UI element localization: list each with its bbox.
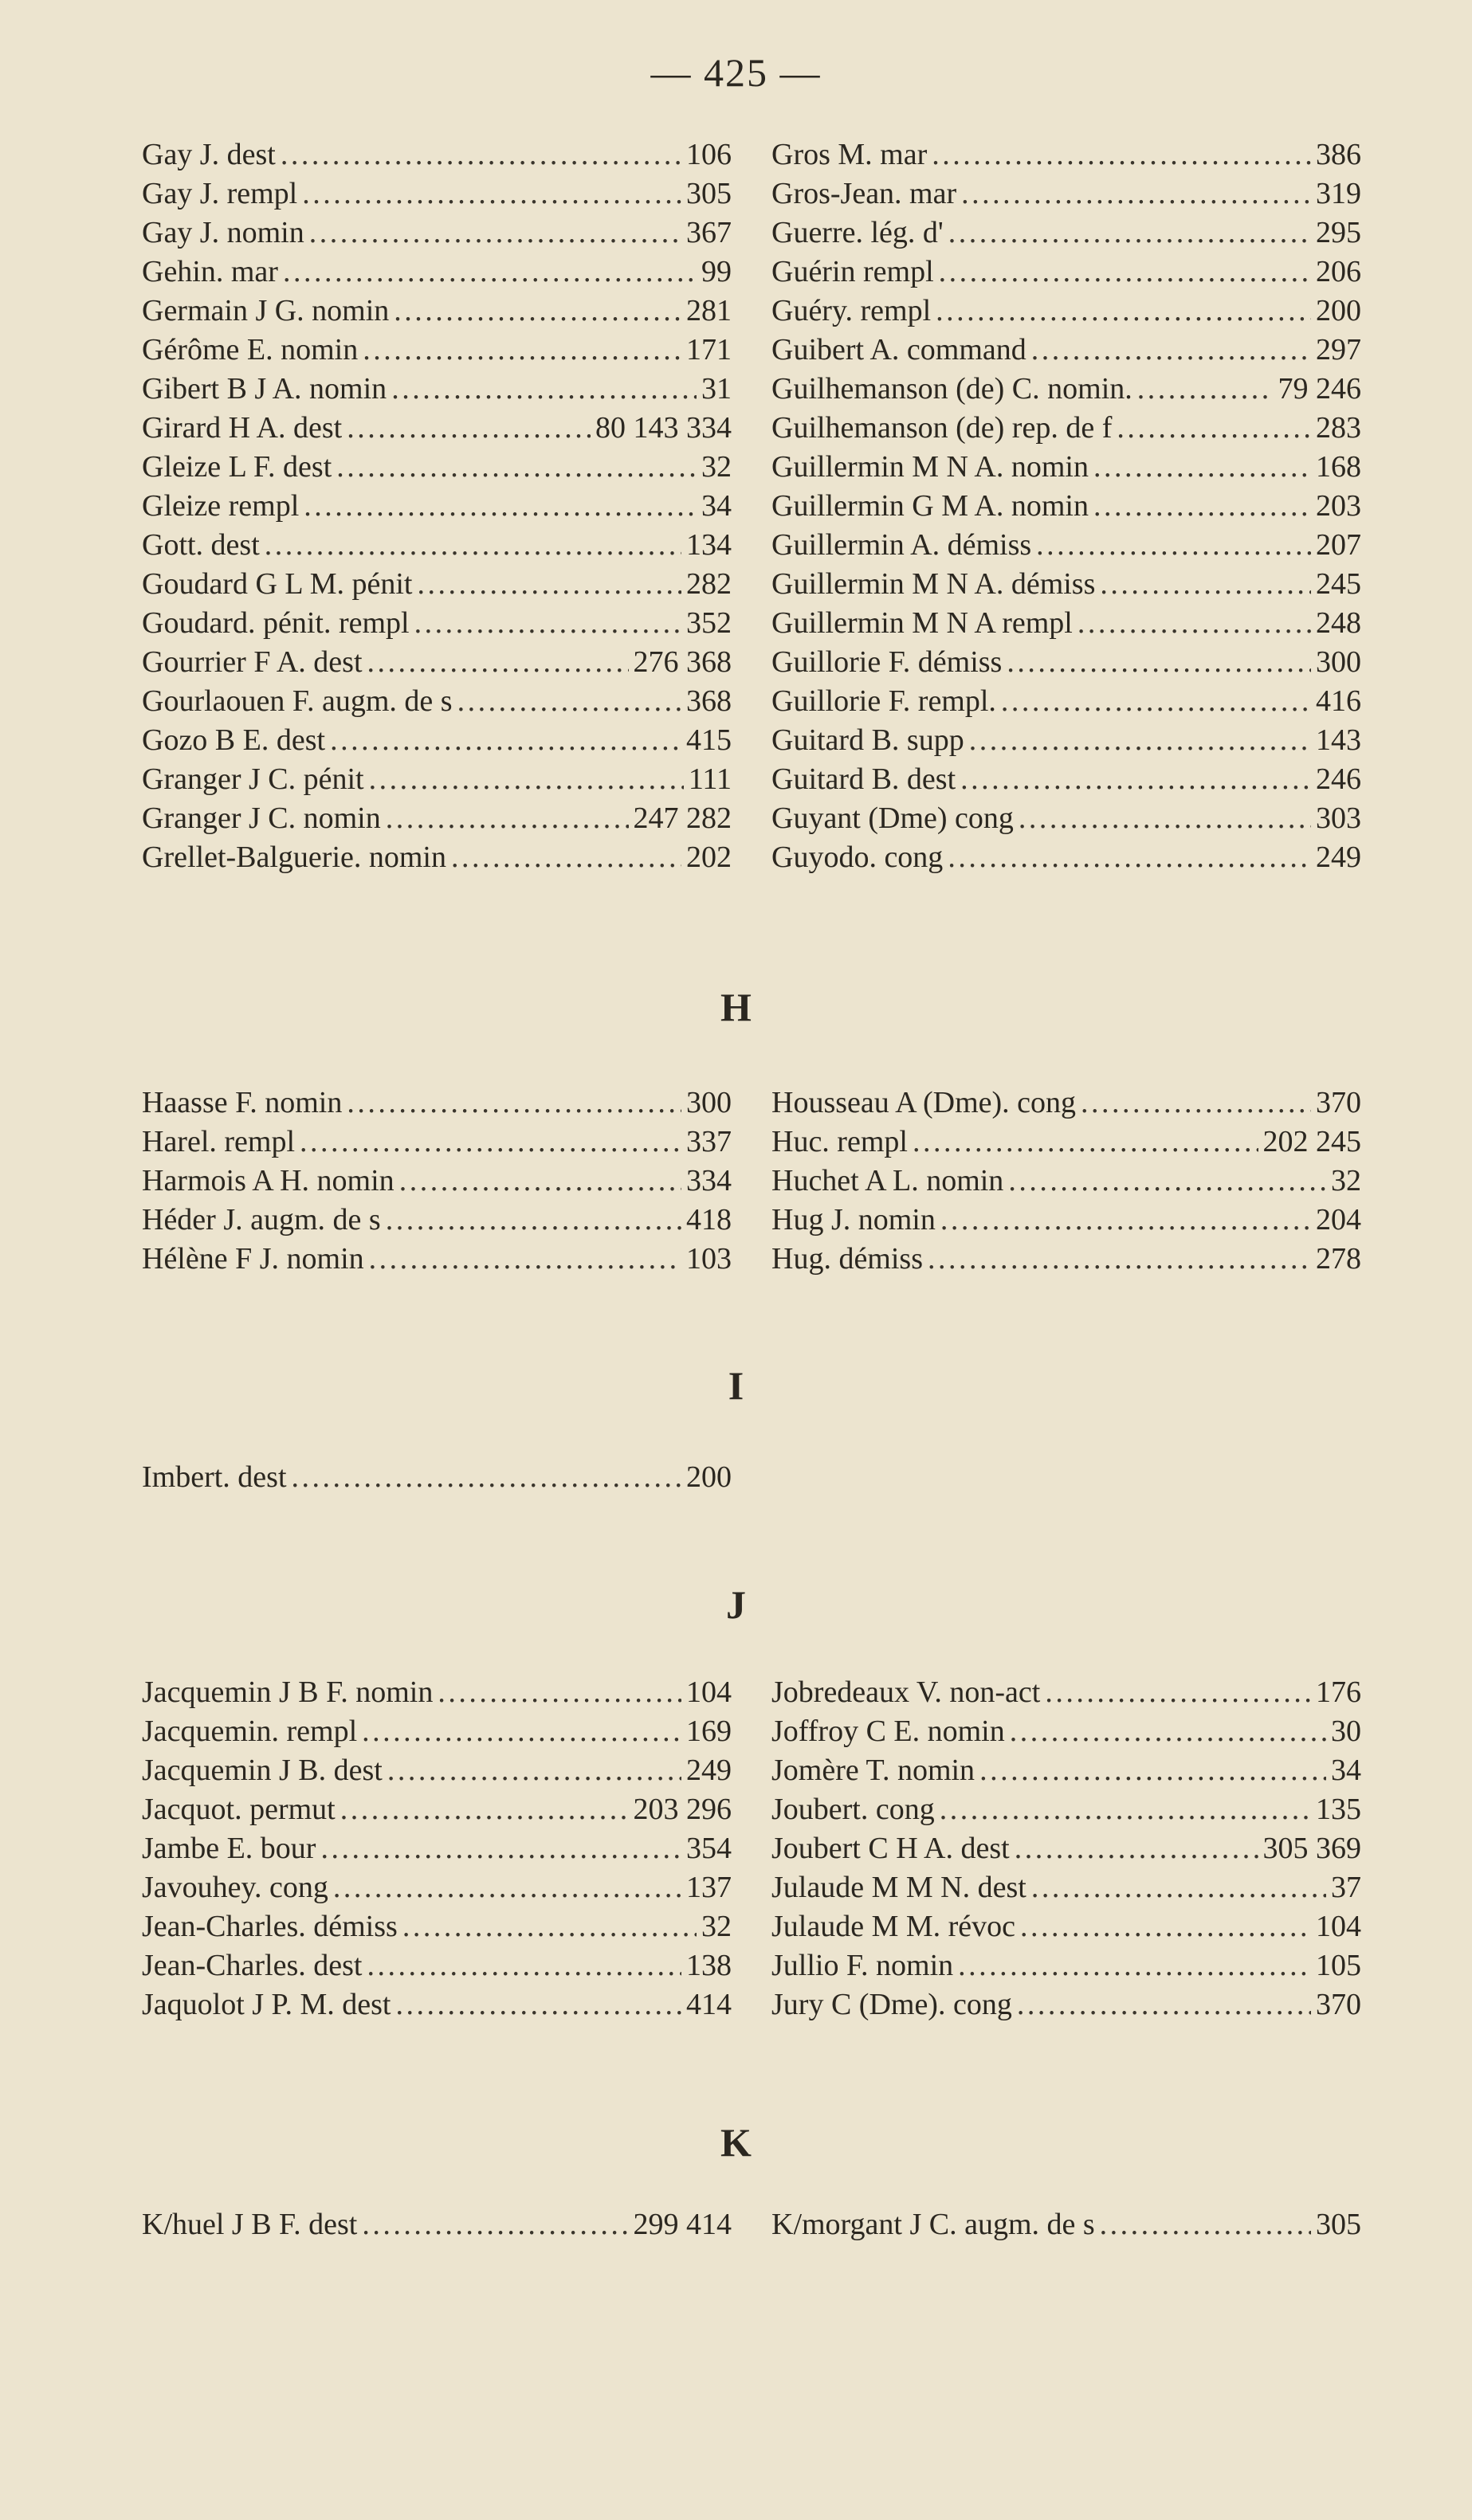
index-entry [142,682,732,721]
entry-name: Guyodo. cong [771,841,944,874]
entry-pages: 352 [686,606,732,640]
entry-name: Gérôme E. nomin [142,333,359,366]
index-entry [142,1162,732,1201]
entry-pages: 137 [686,1871,732,1904]
entry-name: Guillorie F. rempl. [771,684,996,718]
index-entry [771,1790,1361,1829]
dot-leader [386,1201,681,1240]
dot-leader [1019,799,1311,838]
dot-leader [913,1123,1258,1162]
entry-name: Jacquemin. rempl [142,1715,358,1748]
entry-pages: 299 414 [633,2208,732,2241]
entry-name: Gay J. rempl [142,177,298,210]
entry-name: Hug J. nomin [771,1203,936,1236]
entry-pages: 354 [686,1832,732,1865]
entry-name: K/huel J B F. dest [142,2208,358,2241]
entry-name: Huchet A L. nomin [771,1164,1004,1197]
dot-leader [1015,1829,1258,1868]
entry-name: Jacquemin J B F. nomin [142,1675,434,1709]
index-entry [142,604,732,643]
entry-name: Goudard G L M. pénit [142,567,413,601]
entry-pages: 415 [686,723,732,757]
entry-pages: 34 [1331,1754,1361,1787]
index-entry [142,1985,732,2024]
index-entry [142,135,732,174]
entry-name: Guyant (Dme) cong [771,801,1014,835]
entry-name: Gibert B J A. nomin [142,372,387,406]
entry-name: Hélène F J. nomin [142,1242,364,1276]
entry-pages: 202 [686,841,732,874]
entry-pages: 245 [1316,567,1361,601]
index-entry [771,1712,1361,1751]
entry-name: Gourlaouen F. augm. de s [142,684,453,718]
dot-leader [362,1712,681,1751]
section-j-left-column [142,1673,732,2024]
index-entry [142,1907,732,1946]
entry-pages: 200 [686,1460,732,1494]
dot-leader [362,2205,628,2244]
entry-name: Imbert. dest [142,1460,287,1494]
index-entry [142,565,732,604]
entry-name: Gehin. mar [142,255,278,288]
entry-name: Joffroy C E. nomin [771,1715,1005,1748]
entry-pages: 319 [1316,177,1361,210]
index-entry [771,331,1361,370]
dot-leader [369,1240,681,1279]
index-entry [142,448,732,487]
entry-pages: 106 [686,138,732,171]
entry-pages: 105 [1316,1949,1361,1982]
entry-pages: 207 [1316,528,1361,562]
index-entry [771,487,1361,526]
index-entry [142,799,732,838]
dot-leader [457,682,681,721]
index-entry [771,604,1361,643]
entry-pages: 297 [1316,333,1361,366]
dot-leader [363,331,681,370]
dot-leader [309,214,681,253]
entry-pages: 283 [1316,411,1361,445]
entry-pages: 249 [686,1754,732,1787]
index-entry [771,1201,1361,1240]
dot-leader [414,604,681,643]
index-entry [142,1712,732,1751]
entry-name: Guéry. rempl [771,294,932,327]
index-entry [771,214,1361,253]
index-entry [771,760,1361,799]
entry-name: Joubert. cong [771,1793,935,1826]
entry-pages: 104 [1316,1910,1361,1943]
dot-leader [1031,331,1311,370]
index-entry [142,370,732,409]
entry-name: Guillorie F. démiss [771,645,1003,679]
entry-pages: 305 369 [1262,1832,1361,1865]
index-entry [142,838,732,877]
section-letter-i: I [728,1363,744,1408]
entry-name: Guitard B. dest [771,762,956,796]
entry-name: Guilhemanson (de) rep. de f [771,411,1113,445]
index-entry [142,1868,732,1907]
entry-pages: 32 [701,1910,732,1943]
entry-name: Guérin rempl [771,255,934,288]
entry-name: Jullio F. nomin [771,1949,954,1982]
dot-leader [386,799,629,838]
entry-pages: 32 [1331,1164,1361,1197]
dot-leader [347,409,591,448]
entry-name: Julaude M M N. dest [771,1871,1026,1904]
index-entry [142,1201,732,1240]
entry-name: Jacquemin J B. dest [142,1754,383,1787]
dot-leader [1020,1907,1311,1946]
entry-name: Jobredeaux V. non-act [771,1675,1041,1709]
entry-pages: 303 [1316,801,1361,835]
dot-leader [283,253,697,292]
entry-pages: 168 [1316,450,1361,484]
entry-pages: 416 [1316,684,1361,718]
entry-name: Guillermin G M A. nomin [771,489,1089,523]
section-letter-h: H [720,985,752,1029]
dot-leader [333,1868,681,1907]
entry-name: Gay J. dest [142,138,276,171]
index-entry [771,1946,1361,1985]
index-entry [771,565,1361,604]
dot-leader [387,1751,681,1790]
section-g-left-column [142,135,732,877]
entry-name: Héder J. augm. de s [142,1203,381,1236]
index-entry [142,1751,732,1790]
entry-pages: 295 [1316,216,1361,249]
index-entry [771,2205,1361,2244]
entry-pages: 300 [686,1086,732,1119]
entry-pages: 80 143 334 [595,411,732,445]
entry-name: Guerre. lég. d' [771,216,944,249]
section-letter-k: K [720,2120,752,2165]
entry-pages: 249 [1316,841,1361,874]
index-entry [142,292,732,331]
index-entry [142,214,732,253]
entry-pages: 104 [686,1675,732,1709]
entry-pages: 247 282 [633,801,732,835]
dot-leader [367,1946,681,1985]
entry-name: Gourrier F A. dest [142,645,363,679]
entry-name: Joubert C H A. dest [771,1832,1010,1865]
index-entry [142,2205,732,2244]
dot-leader [940,1790,1311,1829]
dot-leader [979,1751,1326,1790]
entry-pages: 176 [1316,1675,1361,1709]
entry-name: Jaquolot J P. M. dest [142,1988,391,2021]
dot-leader [940,1201,1311,1240]
entry-pages: 368 [686,684,732,718]
section-i-left-column [142,1458,732,1497]
entry-name: Harel. rempl [142,1125,296,1158]
entry-name: Gleize L F. dest [142,450,332,484]
index-entry [142,721,732,760]
section-h-right-column [771,1084,1361,1279]
dot-leader [391,370,697,409]
entry-pages: 386 [1316,138,1361,171]
dot-leader [1081,1084,1311,1123]
dot-leader [304,487,697,526]
dot-leader [961,174,1311,214]
dot-leader [960,760,1311,799]
dot-leader [1100,565,1311,604]
entry-name: Girard H A. dest [142,411,343,445]
index-entry [771,682,1361,721]
entry-name: Guibert A. command [771,333,1026,366]
entry-pages: 248 [1316,606,1361,640]
entry-pages: 282 [686,567,732,601]
dot-leader [1078,604,1311,643]
section-h-left-column [142,1084,732,1279]
dot-leader [1100,2205,1311,2244]
entry-name: Haasse F. nomin [142,1086,343,1119]
dot-leader [302,174,681,214]
section-letter-j: J [726,1582,746,1627]
dot-leader [939,253,1311,292]
entry-name: Guitard B. supp [771,723,964,757]
index-entry [142,331,732,370]
index-entry [771,1162,1361,1201]
entry-name: Hug. démiss [771,1242,923,1276]
dot-leader [1137,370,1274,409]
dot-leader [1117,409,1311,448]
entry-pages: 171 [686,333,732,366]
dot-leader [402,1907,697,1946]
entry-pages: 206 [1316,255,1361,288]
page-number: — 425 — [650,50,822,95]
entry-name: Gott. dest [142,528,260,562]
dot-leader [1010,1712,1326,1751]
index-entry [771,1240,1361,1279]
dot-leader [336,448,697,487]
entry-name: Guillermin M N A. nomin [771,450,1089,484]
entry-name: Gros M. mar [771,138,928,171]
index-entry [142,1673,732,1712]
entry-pages: 34 [701,489,732,523]
entry-pages: 305 [1316,2208,1361,2241]
entry-pages: 30 [1331,1715,1361,1748]
entry-pages: 31 [701,372,732,406]
index-entry [771,1868,1361,1907]
entry-name: Javouhey. cong [142,1871,328,1904]
dot-leader [367,643,629,682]
entry-pages: 138 [686,1949,732,1982]
dot-leader [369,760,684,799]
entry-pages: 203 296 [633,1793,732,1826]
index-entry [771,409,1361,448]
dot-leader [936,292,1311,331]
dot-leader [958,1946,1311,1985]
entry-pages: 202 245 [1262,1125,1361,1158]
dot-leader [438,1673,681,1712]
dot-leader [1017,1985,1311,2024]
index-entry [771,253,1361,292]
entry-pages: 278 [1316,1242,1361,1276]
index-entry [771,1985,1361,2024]
entry-pages: 37 [1331,1871,1361,1904]
dot-leader [347,1084,681,1123]
index-entry [142,253,732,292]
index-entry [771,174,1361,214]
dot-leader [928,1240,1311,1279]
entry-name: Gros-Jean. mar [771,177,957,210]
entry-pages: 134 [686,528,732,562]
dot-leader [451,838,681,877]
dot-leader [969,721,1311,760]
entry-name: Guilhemanson (de) C. nomin. [771,372,1132,406]
entry-pages: 111 [688,762,732,796]
index-entry [771,1907,1361,1946]
entry-pages: 204 [1316,1203,1361,1236]
dot-leader [1001,682,1311,721]
section-j-right-column [771,1673,1361,2024]
entry-name: Jury C (Dme). cong [771,1988,1012,2021]
index-entry [771,799,1361,838]
index-entry [142,487,732,526]
entry-pages: 337 [686,1125,732,1158]
index-entry [142,1790,732,1829]
entry-pages: 103 [686,1242,732,1276]
section-k-right-column [771,2205,1361,2244]
index-entry [771,721,1361,760]
entry-pages: 79 246 [1278,372,1361,406]
entry-name: Jacquot. permut [142,1793,336,1826]
index-entry [142,1946,732,1985]
entry-pages: 300 [1316,645,1361,679]
index-entry [771,448,1361,487]
dot-leader [1045,1673,1311,1712]
entry-name: Jean-Charles. démiss [142,1910,398,1943]
entry-pages: 305 [686,177,732,210]
index-entry [142,1084,732,1123]
entry-name: Guillermin M N A. démiss [771,567,1096,601]
entry-name: Guillermin A. démiss [771,528,1032,562]
index-entry [771,1673,1361,1712]
dot-leader [948,214,1311,253]
dot-leader [948,838,1311,877]
index-entry [771,643,1361,682]
entry-name: Gozo B E. dest [142,723,326,757]
entry-name: Granger J C. pénit [142,762,364,796]
index-entry [142,409,732,448]
index-entry [771,1829,1361,1868]
dot-leader [932,135,1311,174]
index-entry [771,370,1361,409]
index-entry [771,838,1361,877]
index-entry [771,135,1361,174]
index-entry [771,526,1361,565]
index-entry [142,760,732,799]
entry-pages: 418 [686,1203,732,1236]
dot-leader [399,1162,681,1201]
dot-leader [292,1458,681,1497]
entry-name: Jambe E. bour [142,1832,316,1865]
entry-name: K/morgant J C. augm. de s [771,2208,1095,2241]
index-entry [142,1240,732,1279]
entry-name: Granger J C. nomin [142,801,381,835]
entry-pages: 200 [1316,294,1361,327]
dot-leader [395,1985,681,2024]
dot-leader [394,292,681,331]
index-entry [142,526,732,565]
dot-leader [340,1790,629,1829]
section-g-right-column [771,135,1361,877]
dot-leader [300,1123,681,1162]
index-entry [142,1458,732,1497]
entry-pages: 203 [1316,489,1361,523]
entry-pages: 370 [1316,1988,1361,2021]
entry-name: Guillermin M N A rempl [771,606,1073,640]
dot-leader [1093,448,1311,487]
index-entry [142,643,732,682]
dot-leader [1008,1162,1326,1201]
dot-leader [1007,643,1311,682]
entry-pages: 334 [686,1164,732,1197]
dot-leader [1093,487,1311,526]
index-entry [771,1123,1361,1162]
index-entry [771,1084,1361,1123]
entry-pages: 246 [1316,762,1361,796]
entry-name: Grellet-Balguerie. nomin [142,841,446,874]
entry-pages: 276 368 [633,645,732,679]
dot-leader [1031,1868,1326,1907]
index-entry [142,1123,732,1162]
entry-pages: 281 [686,294,732,327]
index-entry [142,1829,732,1868]
entry-pages: 143 [1316,723,1361,757]
dot-leader [417,565,681,604]
dot-leader [281,135,681,174]
section-k-left-column [142,2205,732,2244]
dot-leader [1036,526,1311,565]
entry-pages: 414 [686,1988,732,2021]
index-entry [771,1751,1361,1790]
entry-pages: 370 [1316,1086,1361,1119]
entry-name: Goudard. pénit. rempl [142,606,410,640]
entry-name: Julaude M M. révoc [771,1910,1016,1943]
entry-pages: 32 [701,450,732,484]
entry-name: Jomère T. nomin [771,1754,975,1787]
entry-name: Housseau A (Dme). cong [771,1086,1077,1119]
dot-leader [265,526,681,565]
dot-leader [330,721,681,760]
entry-name: Gay J. nomin [142,216,304,249]
entry-name: Huc. rempl [771,1125,908,1158]
dot-leader [320,1829,681,1868]
index-entry [142,174,732,214]
entry-pages: 367 [686,216,732,249]
entry-pages: 135 [1316,1793,1361,1826]
index-entry [771,292,1361,331]
entry-pages: 99 [701,255,732,288]
entry-name: Gleize rempl [142,489,300,523]
entry-name: Harmois A H. nomin [142,1164,394,1197]
entry-name: Germain J G. nomin [142,294,390,327]
entry-name: Jean-Charles. dest [142,1949,363,1982]
entry-pages: 169 [686,1715,732,1748]
